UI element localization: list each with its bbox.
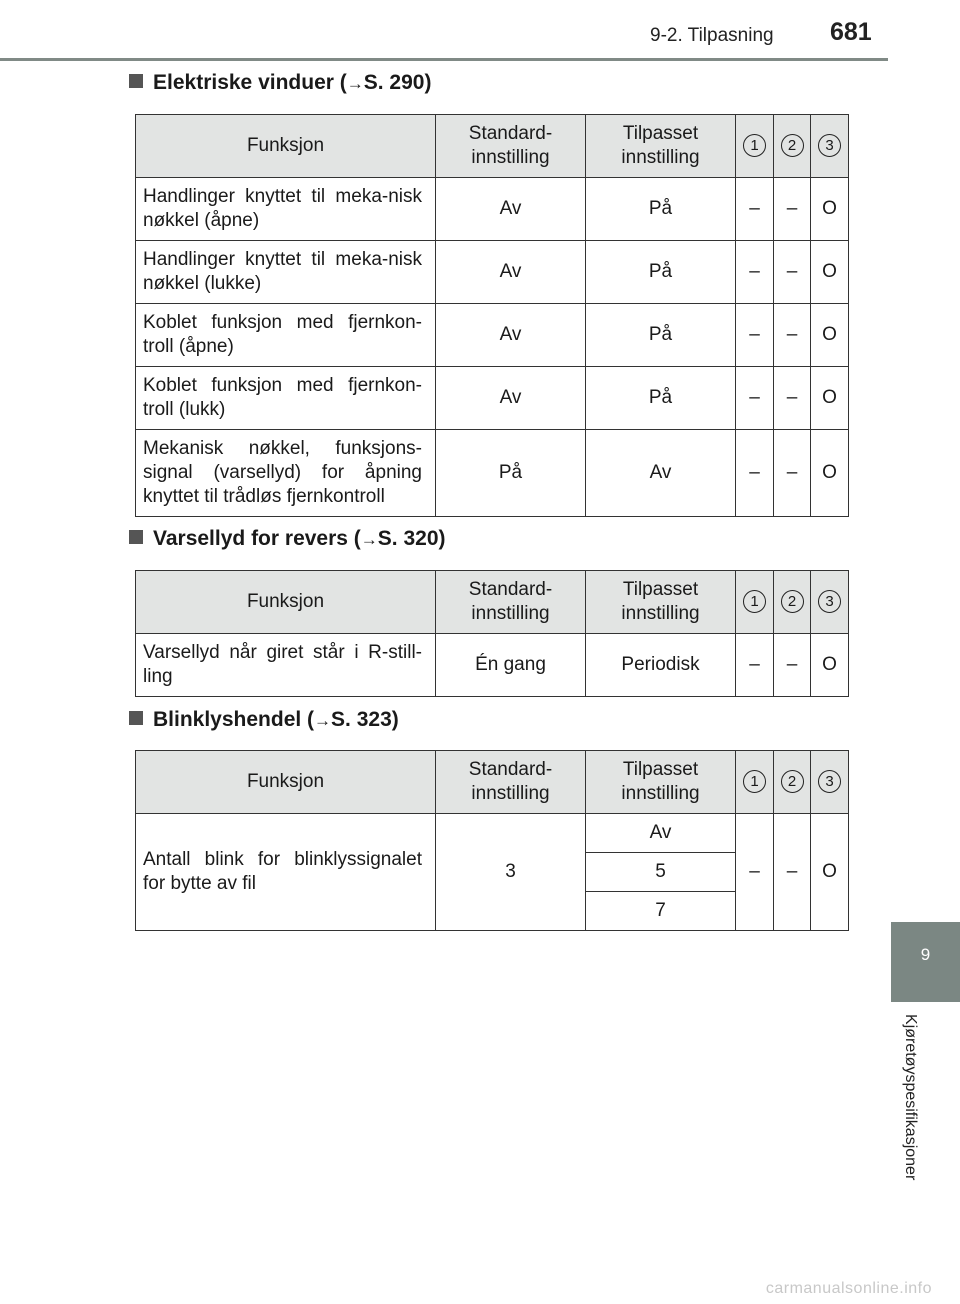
page-ref-link[interactable]: S. 323) xyxy=(331,708,399,731)
custom-cell: På xyxy=(586,367,736,430)
col-header-2 xyxy=(774,115,811,178)
table-row xyxy=(136,430,849,517)
col-header-function: Funksjon xyxy=(136,115,436,178)
page-number: 681 xyxy=(830,18,872,46)
section-title-power-windows: Elektriske vinduer (→S. 290) xyxy=(129,71,431,95)
function-cell: Handlinger knyttet til meka-nisk nøkkel (lukke) xyxy=(136,241,436,304)
chapter-title: Kjøretøyspesifikasjoner xyxy=(902,1014,919,1181)
col3-cell: O xyxy=(811,430,849,517)
table-header-row xyxy=(136,571,849,634)
section-title-turn-signal-lever: Blinklyshendel (→S. 323) xyxy=(129,708,399,732)
col3-cell: O xyxy=(811,814,849,931)
custom-cell: 5 xyxy=(586,853,736,892)
table-row xyxy=(136,814,849,853)
col-header-1 xyxy=(736,751,774,814)
power-windows-table xyxy=(135,114,849,517)
function-cell: Koblet funksjon med fjernkon-troll (lukk) xyxy=(136,367,436,430)
col-header-function: Funksjon xyxy=(136,751,436,814)
col2-cell: – xyxy=(774,634,811,697)
square-bullet-icon xyxy=(129,530,143,544)
arrow-right-icon: → xyxy=(360,530,378,549)
col3-cell: O xyxy=(811,304,849,367)
circled-number-1-icon: 1 xyxy=(743,134,766,157)
circled-number-2-icon: 2 xyxy=(781,134,804,157)
custom-cell: Periodisk xyxy=(586,634,736,697)
col-header-custom: Tilpasset innstilling xyxy=(586,115,736,178)
function-cell: Varsellyd når giret står i R-still-ling xyxy=(136,634,436,697)
col-header-3 xyxy=(811,115,849,178)
col1-cell: – xyxy=(736,430,774,517)
custom-cell: Av xyxy=(586,430,736,517)
turn-signal-table xyxy=(135,750,849,931)
col-header-default: Standard-innstilling xyxy=(436,115,586,178)
col1-cell: – xyxy=(736,178,774,241)
table-row xyxy=(136,304,849,367)
page-ref-link[interactable]: S. 290) xyxy=(363,71,432,94)
default-cell: På xyxy=(436,430,586,517)
col2-cell: – xyxy=(774,814,811,931)
col-header-2 xyxy=(774,571,811,634)
table-row xyxy=(136,241,849,304)
section-title-reverse-buzzer: Varsellyd for revers (→S. 320) xyxy=(129,527,446,551)
default-cell: Av xyxy=(436,178,586,241)
function-cell: Antall blink for blinklyssignalet for bytte av fil xyxy=(136,814,436,931)
chapter-number: 9 xyxy=(920,945,931,964)
section-header: 9-2. Tilpasning xyxy=(650,25,774,46)
col2-cell: – xyxy=(774,367,811,430)
function-cell: Mekanisk nøkkel, funksjons-signal (varsellyd) for åpning knyttet til trådløs fjernkontroll xyxy=(136,430,436,517)
chapter-tab[interactable] xyxy=(891,922,960,1002)
table-header-row xyxy=(136,751,849,814)
function-cell: Koblet funksjon med fjernkon-troll (åpne) xyxy=(136,304,436,367)
custom-cell: På xyxy=(586,178,736,241)
col-header-default: Standard-innstilling xyxy=(436,571,586,634)
col-header-2 xyxy=(774,751,811,814)
arrow-right-icon: → xyxy=(314,711,332,730)
col2-cell: – xyxy=(774,430,811,517)
custom-cell: Av xyxy=(586,814,736,853)
col-header-function: Funksjon xyxy=(136,571,436,634)
reverse-buzzer-table xyxy=(135,570,849,697)
page-ref-link[interactable]: S. 320) xyxy=(377,527,446,550)
function-cell: Handlinger knyttet til meka-nisk nøkkel (åpne) xyxy=(136,178,436,241)
col2-cell: – xyxy=(774,241,811,304)
custom-cell: På xyxy=(586,304,736,367)
square-bullet-icon xyxy=(129,711,143,725)
circled-number-2-icon: 2 xyxy=(781,770,804,793)
col-header-3 xyxy=(811,751,849,814)
col-header-custom: Tilpasset innstilling xyxy=(586,571,736,634)
col1-cell: – xyxy=(736,304,774,367)
default-cell: 3 xyxy=(436,814,586,931)
square-bullet-icon xyxy=(129,74,143,88)
col1-cell: – xyxy=(736,814,774,931)
custom-cell: 7 xyxy=(586,892,736,931)
col-header-default: Standard-innstilling xyxy=(436,751,586,814)
col2-cell: – xyxy=(774,178,811,241)
col3-cell: O xyxy=(811,178,849,241)
col-header-3 xyxy=(811,571,849,634)
col-header-1 xyxy=(736,571,774,634)
default-cell: Av xyxy=(436,241,586,304)
table-row xyxy=(136,367,849,430)
col3-cell: O xyxy=(811,367,849,430)
default-cell: Én gang xyxy=(436,634,586,697)
col1-cell: – xyxy=(736,634,774,697)
default-cell: Av xyxy=(436,304,586,367)
custom-cell: På xyxy=(586,241,736,304)
col3-cell: O xyxy=(811,241,849,304)
col3-cell: O xyxy=(811,634,849,697)
circled-number-3-icon: 3 xyxy=(818,134,841,157)
table-row xyxy=(136,634,849,697)
table-row xyxy=(136,178,849,241)
circled-number-2-icon: 2 xyxy=(781,590,804,613)
col2-cell: – xyxy=(774,304,811,367)
circled-number-1-icon: 1 xyxy=(743,590,766,613)
col-header-custom: Tilpasset innstilling xyxy=(586,751,736,814)
col1-cell: – xyxy=(736,241,774,304)
arrow-right-icon: → xyxy=(346,74,364,93)
circled-number-1-icon: 1 xyxy=(743,770,766,793)
default-cell: Av xyxy=(436,367,586,430)
col-header-1 xyxy=(736,115,774,178)
watermark: carmanualsonline.info xyxy=(765,1280,932,1297)
header-rule xyxy=(0,58,888,61)
circled-number-3-icon: 3 xyxy=(818,590,841,613)
circled-number-3-icon: 3 xyxy=(818,770,841,793)
table-header-row xyxy=(136,115,849,178)
col1-cell: – xyxy=(736,367,774,430)
